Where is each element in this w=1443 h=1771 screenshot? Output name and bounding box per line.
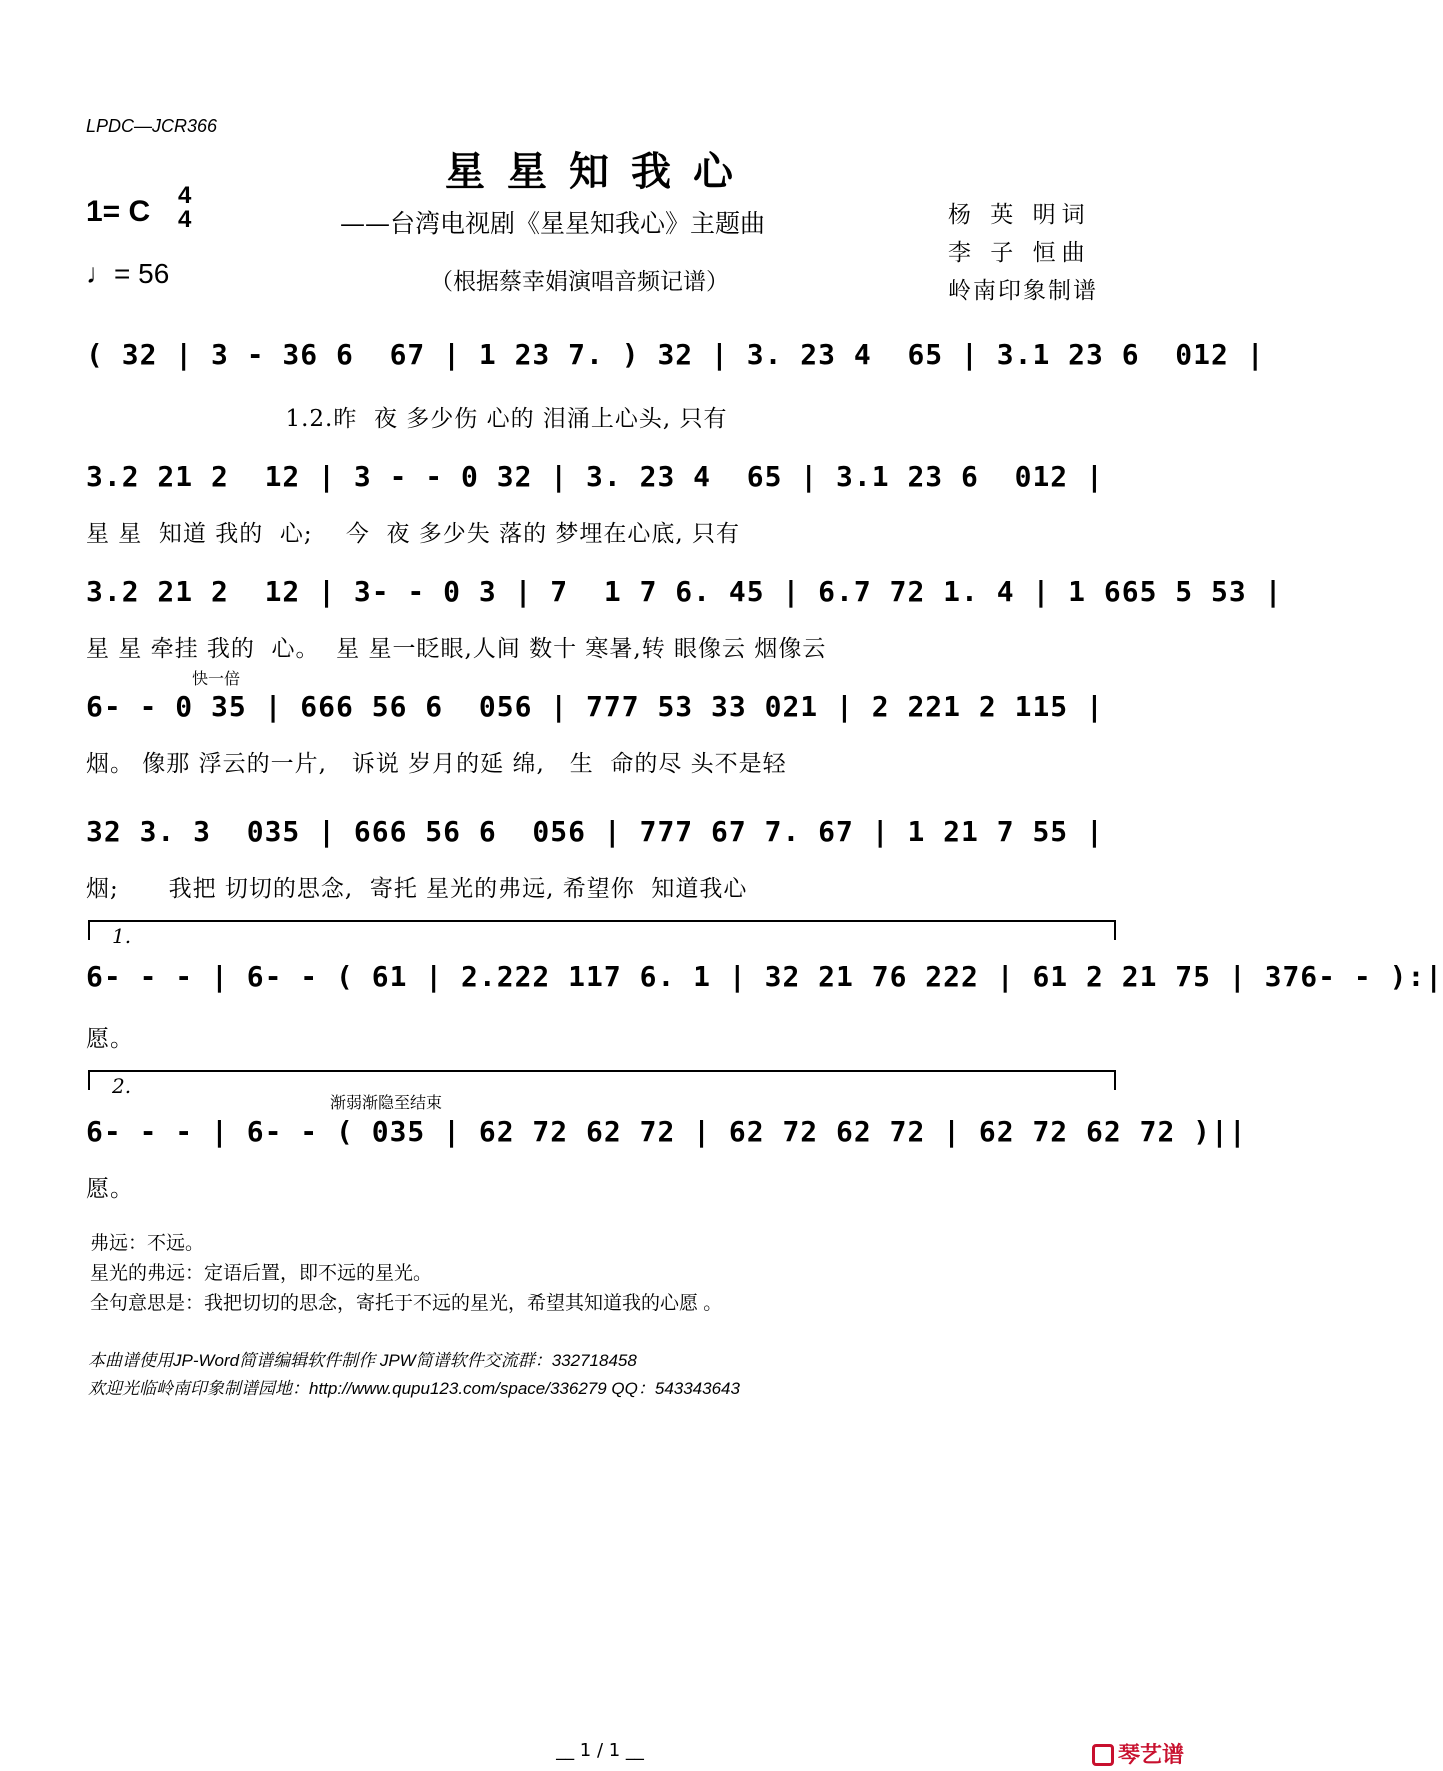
time-signature bbox=[178, 184, 191, 232]
page-title: 星星知我心 bbox=[445, 148, 755, 195]
time-signature-bottom: 4 bbox=[178, 206, 192, 233]
volta-number-2: 2. bbox=[112, 1074, 132, 1098]
credit-lyricist: 杨 英 明词 bbox=[948, 202, 1091, 228]
volta-number-1: 1. bbox=[112, 924, 132, 948]
score-line-3: 3.2 21 2 12 | 3- - 0 3 | 7 1 7 6. 45 | 6.7 72 1. 4 | 1 665 5 53 | bbox=[86, 575, 1283, 608]
volta-bracket-1 bbox=[88, 920, 1116, 940]
lyric-line-3: 星 星 牵挂 我的 心。 星 星一眨眼,人间 数十 寒暑,转 眼像云 烟像云 bbox=[86, 636, 827, 662]
lyric-line-1: 1.2.昨 夜 多少伤 心的 泪涌上心头, 只有 bbox=[86, 406, 728, 432]
logo-icon bbox=[1092, 1744, 1114, 1766]
score-line-6: 6- - - | 6- - ( 61 | 2.222 117 6. 1 | 32 21 76 222 | 61 2 21 75 | 376- - ):| bbox=[86, 960, 1443, 993]
volta-bracket-2 bbox=[88, 1070, 1116, 1090]
score-line-1: ( 32 | 3 - 36 6 67 | 1 23 7. ) 32 | 3. 23 4 65 | 3.1 23 6 012 | bbox=[86, 338, 1265, 371]
explanation-2: 星光的弗远：定语后置，即不远的星光。 bbox=[90, 1263, 433, 1284]
footer-line-1: 本曲谱使用JP-Word简谱编辑软件制作 JPW简谱软件交流群：332718458 bbox=[88, 1351, 637, 1370]
explanation-3: 全句意思是：我把切切的思念，寄托于不远的星光，希望其知道我的心愿 。 bbox=[90, 1293, 723, 1314]
score-line-5: 32 3. 3 035 | 666 56 6 056 | 777 67 7. 67 | 1 21 7 55 | bbox=[86, 815, 1104, 848]
site-logo bbox=[1092, 1738, 1184, 1769]
score-line-4: 6- - 0 35 | 666 56 6 056 | 777 53 33 021 | 2 221 2 115 | bbox=[86, 690, 1104, 723]
credit-arranger: 岭南印象制谱 bbox=[948, 278, 1098, 304]
tempo-change-mark: 快一倍 bbox=[192, 671, 241, 688]
lyric-line-5: 烟; 我把 切切的思念, 寄托 星光的弗远, 希望你 知道我心 bbox=[86, 876, 748, 902]
score-line-2: 3.2 21 2 12 | 3 - - 0 32 | 3. 23 4 65 | 3.1 23 6 012 | bbox=[86, 460, 1104, 493]
lyric-line-2: 星 星 知道 我的 心; 今 夜 多少失 落的 梦埋在心底, 只有 bbox=[86, 521, 741, 547]
score-line-7: 6- - - | 6- - ( 035 | 62 72 62 72 | 62 72 62 72 | 62 72 62 72 )|| bbox=[86, 1115, 1247, 1148]
explanation-1: 弗远：不远。 bbox=[90, 1233, 205, 1254]
key-signature: 1= C bbox=[86, 195, 151, 228]
footer-line-2: 欢迎光临岭南印象制谱园地：http://www.qupu123.com/space/336279 QQ：543343643 bbox=[88, 1379, 740, 1398]
dynamics-mark: 渐弱渐隐至结束 bbox=[330, 1095, 443, 1112]
lyric-line-7: 愿。 bbox=[86, 1176, 134, 1202]
lyric-line-4: 烟。 像那 浮云的一片, 诉说 岁月的延 绵, 生 命的尽 头不是轻 bbox=[86, 751, 787, 777]
tempo-marking: ♩= 56 bbox=[86, 258, 170, 289]
time-signature-top: 4 bbox=[178, 182, 192, 209]
score-code: LPDC—JCR366 bbox=[86, 116, 218, 136]
transcription-note: （根据蔡幸娟演唱音频记谱） bbox=[430, 269, 729, 295]
page-number: __ 1 / 1 __ bbox=[556, 1740, 644, 1761]
credit-composer: 李 子 恒曲 bbox=[948, 240, 1091, 266]
logo-text: 琴艺谱 bbox=[1118, 1742, 1185, 1767]
lyric-line-6: 愿。 bbox=[86, 1026, 134, 1052]
subtitle: ——台湾电视剧《星星知我心》主题曲 bbox=[340, 209, 766, 238]
